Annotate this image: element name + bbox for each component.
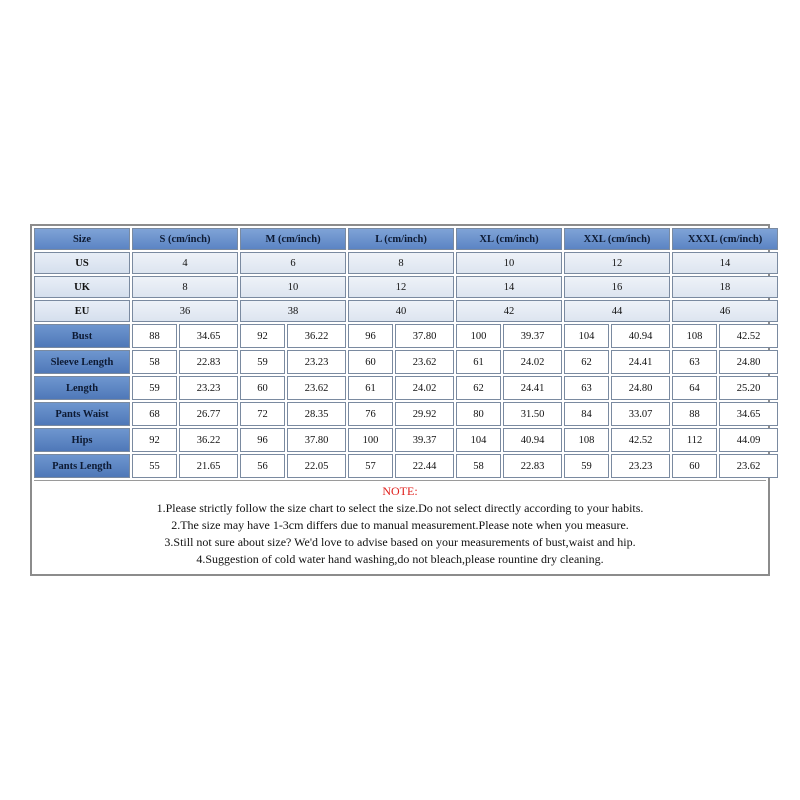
measurement-label: Pants Length [34,454,130,478]
inch-value: 23.62 [287,376,346,400]
inch-value: 24.02 [503,350,562,374]
conversion-value: 42 [456,300,562,322]
cm-value: 100 [348,428,393,452]
inch-value: 24.41 [611,350,670,374]
inch-value: 22.44 [395,454,454,478]
conversion-value: 18 [672,276,778,298]
table-body [34,252,778,478]
inch-value: 24.02 [395,376,454,400]
measurement-row [34,376,778,400]
cm-value: 96 [348,324,393,348]
conversion-label: EU [34,300,130,322]
conversion-value: 14 [456,276,562,298]
size-column-header: XXL (cm/inch) [564,228,670,250]
cm-value: 55 [132,454,177,478]
inch-value: 44.09 [719,428,778,452]
size-column-header: M (cm/inch) [240,228,346,250]
inch-value: 40.94 [611,324,670,348]
conversion-value: 14 [672,252,778,274]
conversion-label: UK [34,276,130,298]
inch-value: 24.80 [719,350,778,374]
inch-value: 31.50 [503,402,562,426]
inch-value: 40.94 [503,428,562,452]
note-line: 2.The size may have 1-3cm differs due to manual measurement.Please note when you measure. [171,518,629,532]
cm-value: 100 [456,324,501,348]
cm-value: 61 [348,376,393,400]
cm-value: 84 [564,402,609,426]
cm-value: 112 [672,428,717,452]
cm-value: 60 [348,350,393,374]
cm-value: 92 [240,324,285,348]
cm-value: 88 [132,324,177,348]
conversion-value: 38 [240,300,346,322]
inch-value: 39.37 [503,324,562,348]
cm-value: 108 [564,428,609,452]
conversion-value: 40 [348,300,454,322]
notes-section [34,480,766,574]
inch-value: 23.62 [719,454,778,478]
size-header: Size [34,228,130,250]
inch-value: 21.65 [179,454,238,478]
size-column-header: L (cm/inch) [348,228,454,250]
cm-value: 88 [672,402,717,426]
inch-value: 25.20 [719,376,778,400]
cm-value: 96 [240,428,285,452]
size-column-header: S (cm/inch) [132,228,238,250]
cm-value: 62 [564,350,609,374]
cm-value: 59 [240,350,285,374]
cm-value: 68 [132,402,177,426]
notes-title: NOTE: [382,484,418,498]
cm-value: 104 [456,428,501,452]
cm-value: 72 [240,402,285,426]
conversion-value: 16 [564,276,670,298]
inch-value: 23.23 [287,350,346,374]
size-table [32,226,780,480]
inch-value: 36.22 [287,324,346,348]
measurement-label: Sleeve Length [34,350,130,374]
cm-value: 63 [672,350,717,374]
measurement-row [34,454,778,478]
measurement-label: Length [34,376,130,400]
note-line: 4.Suggestion of cold water hand washing,do not bleach,please rountine dry cleaning. [196,552,604,566]
inch-value: 23.62 [395,350,454,374]
conversion-value: 12 [348,276,454,298]
cm-value: 62 [456,376,501,400]
cm-value: 61 [456,350,501,374]
inch-value: 29.92 [395,402,454,426]
conversion-label: US [34,252,130,274]
inch-value: 28.35 [287,402,346,426]
measurement-label: Bust [34,324,130,348]
conversion-value: 8 [348,252,454,274]
conversion-value: 12 [564,252,670,274]
cm-value: 59 [132,376,177,400]
note-line: 1.Please strictly follow the size chart to select the size.Do not select directly according to your habits. [156,501,644,515]
measurement-row [34,324,778,348]
inch-value: 23.23 [611,454,670,478]
inch-value: 37.80 [287,428,346,452]
cm-value: 104 [564,324,609,348]
measurement-row [34,402,778,426]
inch-value: 23.23 [179,376,238,400]
conversion-row [34,276,778,298]
conversion-value: 10 [456,252,562,274]
measurement-row [34,350,778,374]
size-column-header: XXXL (cm/inch) [672,228,778,250]
inch-value: 42.52 [719,324,778,348]
inch-value: 36.22 [179,428,238,452]
inch-value: 34.65 [719,402,778,426]
inch-value: 22.83 [179,350,238,374]
inch-value: 42.52 [611,428,670,452]
conversion-value: 46 [672,300,778,322]
cm-value: 60 [672,454,717,478]
cm-value: 58 [132,350,177,374]
cm-value: 92 [132,428,177,452]
conversion-value: 4 [132,252,238,274]
inch-value: 33.07 [611,402,670,426]
cm-value: 108 [672,324,717,348]
inch-value: 22.83 [503,454,562,478]
size-column-header: XL (cm/inch) [456,228,562,250]
conversion-row [34,252,778,274]
size-chart [30,224,770,576]
conversion-value: 44 [564,300,670,322]
conversion-value: 36 [132,300,238,322]
inch-value: 34.65 [179,324,238,348]
cm-value: 58 [456,454,501,478]
inch-value: 22.05 [287,454,346,478]
cm-value: 57 [348,454,393,478]
measurement-label: Pants Waist [34,402,130,426]
conversion-value: 6 [240,252,346,274]
conversion-value: 8 [132,276,238,298]
measurement-label: Hips [34,428,130,452]
note-line: 3.Still not sure about size? We'd love to advise based on your measurements of bust,waist and hip. [164,535,636,549]
inch-value: 39.37 [395,428,454,452]
cm-value: 56 [240,454,285,478]
inch-value: 24.80 [611,376,670,400]
cm-value: 63 [564,376,609,400]
cm-value: 76 [348,402,393,426]
inch-value: 24.41 [503,376,562,400]
header-row [34,228,778,250]
conversion-value: 10 [240,276,346,298]
inch-value: 26.77 [179,402,238,426]
cm-value: 64 [672,376,717,400]
cm-value: 60 [240,376,285,400]
cm-value: 59 [564,454,609,478]
measurement-row [34,428,778,452]
conversion-row [34,300,778,322]
cm-value: 80 [456,402,501,426]
inch-value: 37.80 [395,324,454,348]
